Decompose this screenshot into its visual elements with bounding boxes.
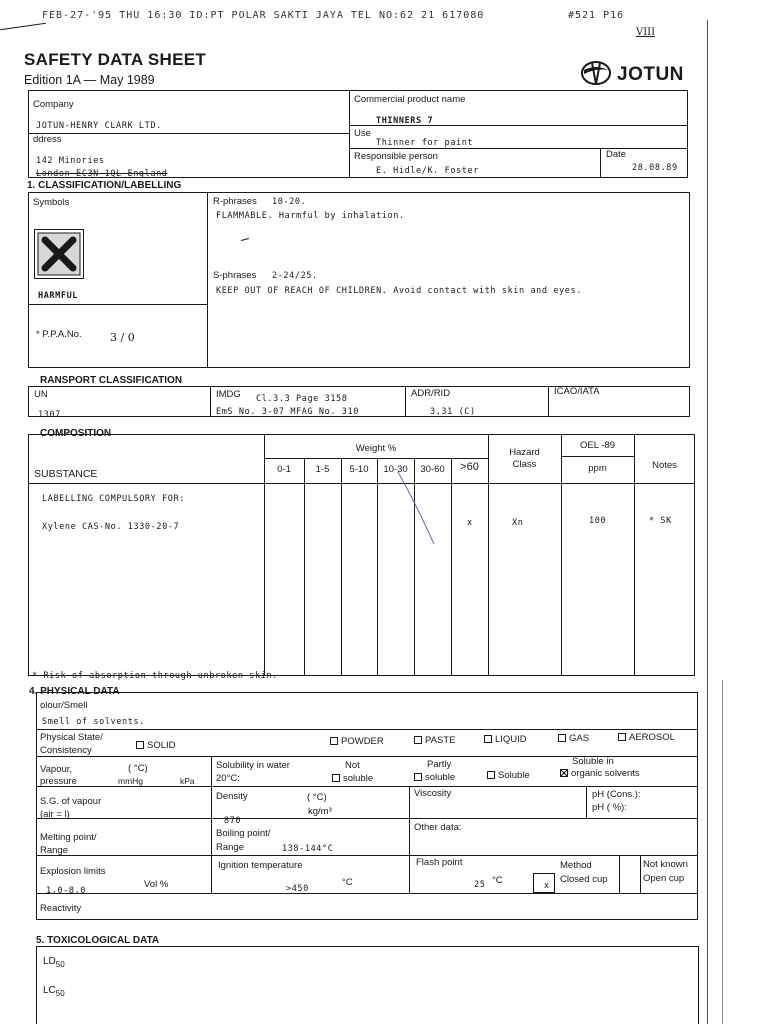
ignition-label: Ignition temperature [218, 860, 303, 871]
symbols-label: Symbols [33, 197, 70, 208]
partly-soluble-option[interactable]: soluble [414, 772, 455, 783]
solubility-label-1: Solubility in water [216, 760, 290, 771]
weight-label: Weight % [355, 443, 397, 454]
partly-soluble-checkbox[interactable] [414, 773, 422, 781]
density-label: Density [216, 791, 248, 802]
flash-point-unit: °C [492, 875, 503, 886]
composition-heading: COMPOSITION [40, 428, 112, 439]
fax-header: FEB-27-'95 THU 16:30 ID:PT POLAR SAKTI JAYA TEL NO:62 21 617080 [42, 10, 485, 21]
weight-col-over-60: >60 [460, 461, 479, 473]
melting-label-2: Range [40, 845, 68, 856]
ph-percent-label: pH ( %): [592, 802, 627, 813]
product-label: Commercial product name [354, 94, 466, 105]
jotun-logo-icon [580, 60, 612, 86]
soluble-checkbox[interactable] [487, 771, 495, 779]
section-5-heading: 5. TOXICOLOGICAL DATA [36, 935, 160, 946]
date-value: 28.08.89 [632, 163, 678, 173]
imdg-value-2: EmS No. 3-07 MFAG No. 310 [216, 407, 359, 417]
not-label: Not [345, 760, 360, 771]
notes-value: * SK [649, 516, 672, 526]
solubility-label-2: 20°C: [216, 773, 240, 784]
vapour-unit-mmhg: mmHg [118, 776, 144, 786]
transport-heading: RANSPORT CLASSIFICATION [40, 375, 183, 386]
state-label-1: Physical State/ [40, 732, 103, 743]
scan-edge-line [707, 20, 708, 1024]
paste-checkbox[interactable] [414, 736, 422, 744]
not-soluble-checkbox[interactable] [332, 774, 340, 782]
responsible-value: E. Hidle/K. Foster [376, 166, 479, 176]
closed-cup-checkbox[interactable]: x [533, 873, 555, 893]
other-data-label: Other data: [414, 822, 462, 833]
page-mark: VIII [636, 27, 656, 38]
product-value: THINNERS 7 [376, 116, 434, 126]
use-value: Thinner for paint [376, 138, 474, 148]
density-value: 870 [224, 816, 242, 826]
vapour-unit-kpa: kPa [180, 776, 195, 786]
state-paste[interactable]: PASTE [414, 735, 455, 746]
use-label: Use [354, 128, 371, 139]
un-value: 1307 [38, 410, 61, 420]
class-label: Class [512, 459, 537, 470]
s-phrases-label: S-phrases [213, 270, 257, 281]
weight-mark: x [467, 518, 473, 528]
address-line-2: London EC3N 1QL England [36, 169, 168, 179]
ppa-value: 3 / 0 [110, 331, 135, 344]
substance-label: SUBSTANCE [34, 468, 98, 480]
scan-edge-line-2 [722, 680, 723, 1024]
not-known-label: Not known [643, 859, 688, 870]
r-phrases-codes: 10-20. [272, 197, 307, 207]
state-powder[interactable]: POWDER [330, 736, 384, 747]
vapour-label-2: pressure [40, 776, 77, 787]
fax-stroke [0, 23, 46, 30]
ignition-unit: °C [342, 877, 353, 888]
boiling-label-2: Range [216, 842, 244, 853]
composition-footnote: * Risk of absorption through unbroken skin. [32, 671, 278, 681]
solid-checkbox[interactable] [136, 741, 144, 749]
company-value: JOTUN-HENRY CLARK LTD. [36, 121, 162, 131]
edition-line: Edition 1A — May 1989 [24, 73, 155, 87]
imdg-label: IMDG [216, 389, 241, 400]
document-title: SAFETY DATA SHEET [24, 50, 207, 69]
adr-label: ADR/RID [411, 388, 451, 399]
imdg-value-1: Cl.3.3 Page 3158 [256, 394, 348, 404]
boiling-value: 138-144°C [282, 844, 334, 854]
ppm-label: ppm [588, 463, 607, 474]
section-1-heading: 1. CLASSIFICATION/LABELLING [27, 180, 182, 191]
substance-xylene: Xylene CAS-No. 1330-20-7 [42, 522, 180, 532]
s-phrases-codes: 2-24/25. [272, 271, 318, 281]
hazard-label: Hazard [509, 447, 540, 458]
s-phrases-text: KEEP OUT OF REACH OF CHILDREN. Avoid contact with skin and eyes. [216, 286, 582, 296]
pen-stroke [394, 470, 444, 550]
boiling-label-1: Boiling point/ [216, 828, 271, 839]
state-solid[interactable]: SOLID [136, 740, 176, 751]
un-label: UN [34, 389, 48, 400]
partly-label: Partly [427, 759, 452, 770]
icao-label: ICAO/IATA [554, 386, 600, 397]
melting-label-1: Melting point/ [40, 832, 97, 843]
weight-col-0-1: 0-1 [277, 464, 291, 475]
weight-col-1-5: 1-5 [315, 464, 330, 475]
address-label: ddress [33, 134, 62, 145]
colour-label: olour/Smell [40, 700, 88, 711]
state-aerosol[interactable]: AEROSOL [618, 732, 675, 743]
adr-value: 3,31 (C) [430, 407, 476, 417]
company-label: Company [33, 99, 74, 110]
address-line-1: 142 Minories [36, 156, 105, 166]
r-phrases-label: R-phrases [213, 196, 257, 207]
sg-label-1: S.G. of vapour [40, 796, 102, 807]
responsible-label: Responsible person [354, 151, 438, 162]
oel-label: OEL -89 [579, 440, 616, 451]
state-liquid[interactable]: LIQUID [484, 734, 527, 745]
oel-value: 100 [589, 516, 607, 526]
organic-solvents-checkbox[interactable] [560, 769, 568, 777]
open-cup-label: Open cup [643, 873, 685, 884]
notes-label: Notes [652, 460, 677, 471]
aerosol-checkbox[interactable] [618, 733, 626, 741]
brand-name: JOTUN [617, 64, 684, 85]
date-label: Date [606, 149, 627, 160]
gas-checkbox[interactable] [558, 734, 566, 742]
vapour-unit-c: ( °C) [128, 763, 148, 774]
sg-label-2: (air = l) [40, 809, 70, 820]
ld50-label: $LD_{50}$ [43, 956, 65, 969]
weight-col-5-10: 5-10 [349, 464, 369, 475]
section-4-heading: 4. PHYSICAL DATA [29, 686, 120, 697]
state-label-2: Consistency [40, 745, 92, 756]
lc50-label: $LC_{50}$ [43, 985, 65, 998]
vapour-label-1: Vapour, [40, 764, 73, 775]
closed-cup-label: Closed cup [560, 874, 608, 885]
flash-point-value: 25 [474, 880, 486, 890]
weight-col-30-60: 30-60 [420, 464, 445, 475]
colour-value: Smell of solvents. [42, 717, 145, 727]
state-gas[interactable]: GAS [558, 733, 589, 744]
viscosity-label: Viscosity [414, 788, 452, 799]
organic-solvents-option[interactable]: organic solvents [560, 768, 640, 779]
ph-cons-label: pH (Cons.): [592, 789, 641, 800]
liquid-checkbox[interactable] [484, 735, 492, 743]
not-soluble-option[interactable]: soluble [332, 773, 373, 784]
soluble-option[interactable]: Soluble [487, 770, 530, 781]
reactivity-label: Reactivity [40, 903, 82, 914]
symbol-caption: HARMFUL [38, 291, 79, 301]
hazard-value: Xn [512, 518, 524, 528]
r-phrases-text: FLAMMABLE. Harmful by inhalation. [216, 211, 405, 221]
explosion-label: Explosion limits [40, 866, 106, 877]
weight-col-10-30: 10-30 [383, 464, 408, 475]
harmful-symbol-icon [34, 229, 84, 279]
flash-point-label: Flash point [416, 857, 463, 868]
soluble-in-label: Soluble in [572, 756, 614, 767]
density-unit-c: ( °C) [307, 792, 327, 803]
density-unit: kg/m³ [308, 806, 332, 817]
fax-page-number: #521 P16 [568, 10, 625, 21]
labelling-note: LABELLING COMPULSORY FOR: [42, 494, 185, 504]
explosion-unit: Vol % [144, 879, 169, 890]
powder-checkbox[interactable] [330, 737, 338, 745]
explosion-value: 1,0-8,0 [46, 886, 87, 896]
ignition-value: >450 [286, 884, 309, 894]
ppa-label: * P.P.A.No. [36, 329, 82, 340]
method-label: Method [560, 860, 592, 871]
